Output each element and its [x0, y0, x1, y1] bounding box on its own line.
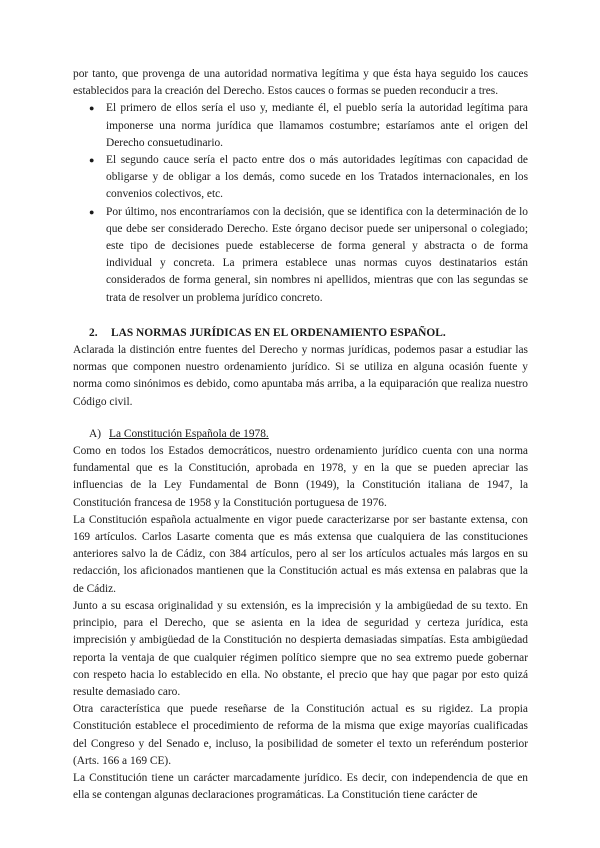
list-item-text: El primero de ellos sería el uso y, mediante él, el pueblo sería la autoridad legítima para imponerse una norma jurídica que llamamos costumbre; estaríamos ante el origen del Derecho consuetudinario. [106, 102, 528, 149]
body-paragraph: Como en todos los Estados democráticos, nuestro ordenamiento jurídico cuenta con una norma fundamental que es la Constitución, aprobada en 1978, y en la que se pueden apreciar las influencias de la Ley Fundamental de Bonn (1949), la Constitución italiana de 1947, la Constitución francesa de 1958 y la Constitución portuguesa de 1976. [73, 445, 528, 509]
subsection-title: La Constitución Española de 1978. [109, 427, 269, 440]
section-number: 2. [89, 326, 98, 339]
subsection-letter: A) [89, 427, 102, 440]
body-paragraph: La Constitución tiene un carácter marcadamente jurídico. Es decir, con independencia de que en ella se contengan algunas declaraciones programáticas. La Constitución tiene carácter de [73, 771, 528, 802]
subsection-heading [73, 426, 528, 443]
intro-paragraph: por tanto, que provenga de una autoridad normativa legítima y que ésta haya seguido los cauces establecidos para la creación del Derecho. Estos cauces o formas se pueden reconducir a tres. [73, 68, 528, 98]
bullet-icon: ● [89, 155, 95, 166]
section-heading [73, 325, 528, 342]
section-intro-paragraph: Aclarada la distinción entre fuentes del Derecho y normas jurídicas, podemos pasar a estudiar las normas que componen nuestro ordenamiento jurídico. Si se utiliza en alguna ocasión fuente y norma como sinónimos es debido, como apuntaba más arriba, a la equiparación que realiza nuestro Código civil. [73, 344, 528, 408]
bullet-icon: ● [89, 206, 95, 217]
list-item [73, 204, 528, 307]
body-paragraph: La Constitución española actualmente en vigor puede caracterizarse por ser bastante extensa, con 169 artículos. Carlos Lasarte comenta que es más extensa que cualquiera de las constituciones anteriores salvo la de Cádiz, con 384 artículos, pero al ser los artículos actuales más largos en su redacción, los aficionados mantienen que la Constitución actual es más extensa en palabras que la de Cádiz. [73, 513, 528, 595]
list-item [73, 100, 528, 152]
list-item-text: Por último, nos encontraríamos con la decisión, que se identifica con la determinación de lo que debe ser considerado Derecho. Este órgano decisor puede ser unipersonal o colegiado; este tipo de decisiones puede establecerse de forma general y abstracta o de forma individual y concreta. La primera establece unas normas cuyos destinatarios están considerados de forma general, sin nombres ni apellidos, mientras que con las segundas se trata de resolver un problema jurídico concreto. [106, 205, 528, 304]
body-paragraph: Otra característica que puede reseñarse de la Constitución actual es su rigidez. La propia Constitución establece el procedimiento de reforma de la misma que exige mayorías cualificadas del Congreso y del Senado e, incluso, la posibilidad de someter el texto un referéndum posterior (Arts. 166 a 169 CE). [73, 703, 528, 767]
bullet-icon: ● [89, 103, 95, 114]
section-title: LAS NORMAS JURÍDICAS EN EL ORDENAMIENTO ESPAÑOL. [111, 326, 446, 339]
page-content [73, 66, 528, 804]
list-item-text: El segundo cauce sería el pacto entre dos o más autoridades legítimas con capacidad de obligarse y de obligar a los demás, como sucede en los Tratados internacionales, en los convenios colectivos, etc. [106, 154, 528, 201]
sources-bullet-list [73, 100, 528, 306]
body-paragraph: Junto a su escasa originalidad y su extensión, es la imprecisión y la ambigüedad de su texto. En principio, para el Derecho, que se asienta en la idea de seguridad y certeza jurídica, esta imprecisión y ambigüedad de la Constitución no despierta demasiadas simpatías. Esta ambigüedad reporta la ventaja de que cualquier régimen político siempre que no sea extremo puede gobernar con respeto hacia lo establecido en ella. No obstante, el precio que hay que pagar por esto quizá resulte demasiado caro. [73, 599, 528, 698]
list-item [73, 152, 528, 204]
